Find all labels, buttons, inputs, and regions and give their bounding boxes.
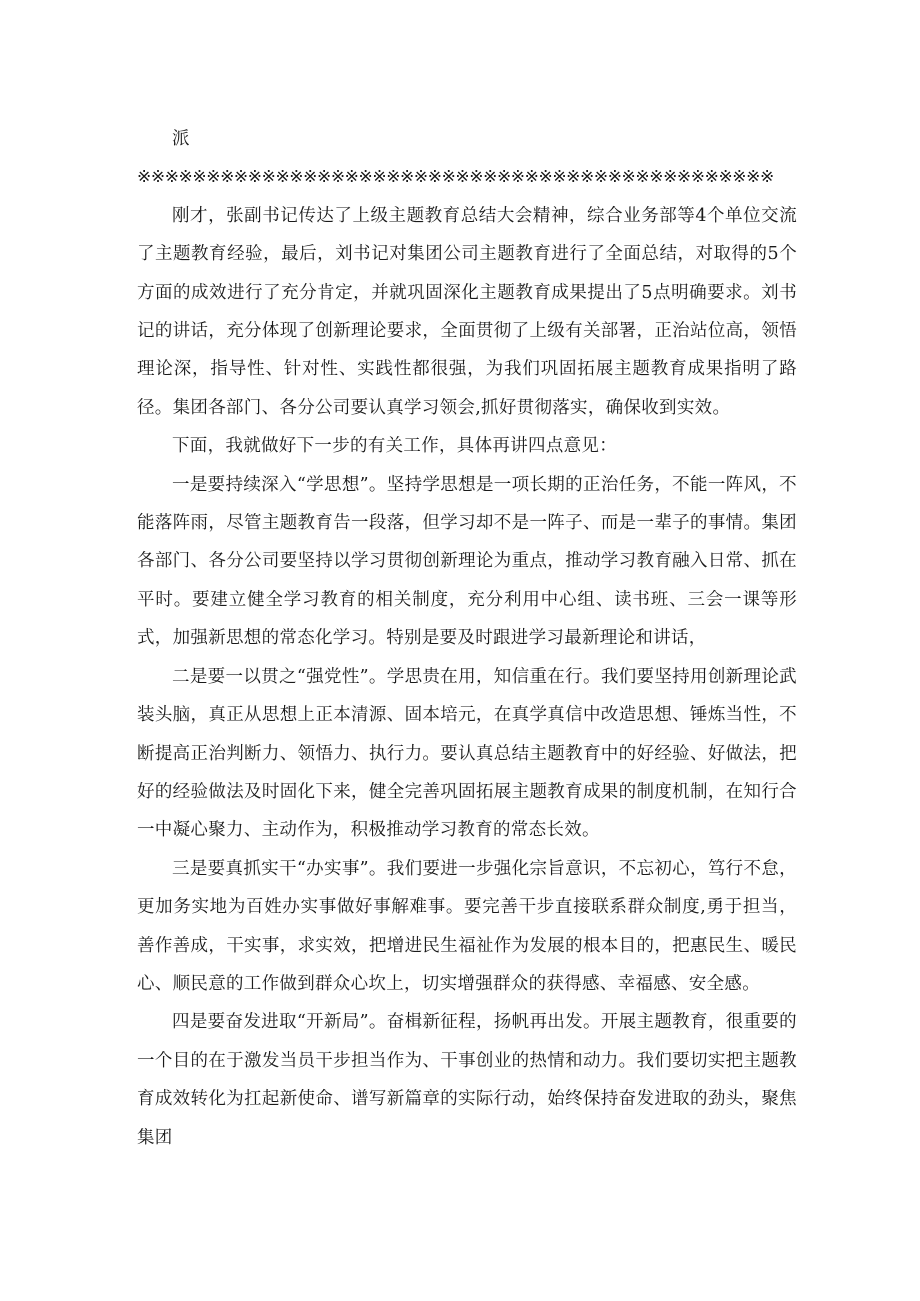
paragraph-4: 二是要一以贯之“强党性”。学思贵在用，知信重在行。我们要坚持用创新理论武装头脑，真正从思想上正本清源、固本培元，在真学真信中改造思想、锤炼当性，不断提高正治判断力、领悟力、执行力。要认真总结主题教育中的好经验、好做法，把好的经验做法及时固化下来，健全完善巩固拓展主题教育成果的制度机制，在知行合一中凝心聚力、主动作为，积极推动学习教育的常态长效。 [137, 666, 797, 841]
paragraph-1: 刚才，张副书记传达了上级主题教育总结大会精神，综合业务部等4个单位交流了主题教育经验，最后，刘书记对集团公司主题教育进行了全面总结，对取得的5个方面的成效进行了充分肯定，并就巩固深化主题教育成果提出了5点明确要求。刘书记的讲话，充分体现了创新理论要求，全面贯彻了上级有关部署，正治站位高，领悟理论深，指导性、针对性、实践性都很强，为我们巩固拓展主题教育成果指明了路径。集团各部门、各分公司要认真学习领会,抓好贯彻落实，确保收到实效。 [137, 205, 797, 418]
paragraph-6: 四是要奋发进取“开新局”。奋楫新征程，扬帆再出发。开展主题教育，很重要的一个目的在于激发当员干步担当作为、干事创业的热情和动力。我们要切实把主题教育成效转化为扛起新使命、谱写新篇章的实际行动，始终保持奋发进取的劲头，聚焦集团 [137, 1012, 797, 1148]
document-body [137, 120, 797, 1157]
divider-line: ※※※※※※※※※※※※※※※※※※※※※※※※※※※※※※※※※※※※※※※※※※※※※※ [137, 167, 774, 188]
document-heading: 派 [172, 129, 190, 149]
paragraph-5: 三是要真抓实干“办实事”。我们要进一步强化宗旨意识，不忘初心，笃行不怠，更加务实地为百姓办实事做好事解难事。要完善干步直接联系群众制度,勇于担当，善作善成，干实事，求实效，把增进民生福祉作为发展的根本目的，把惠民生、暖民心、顺民意的工作做到群众心坎上，切实增强群众的获得感、幸福感、安全感。 [137, 858, 797, 994]
paragraph-2: 下面，我就做好下一步的有关工作，具体再讲四点意见： [172, 436, 617, 457]
paragraph-3: 一是要持续深入“学思想”。坚持学思想是一项长期的正治任务，不能一阵风，不能落阵雨，尽管主题教育告一段落，但学习却不是一阵子、而是一辈子的事情。集团各部门、各分公司要坚持以学习贯彻创新理论为重点，推动学习教育融入日常、抓在平时。要建立健全学习教育的相关制度，充分利用中心组、读书班、三会一课等形式，加强新思想的常态化学习。特别是要及时跟进学习最新理论和讲话， [137, 474, 797, 649]
